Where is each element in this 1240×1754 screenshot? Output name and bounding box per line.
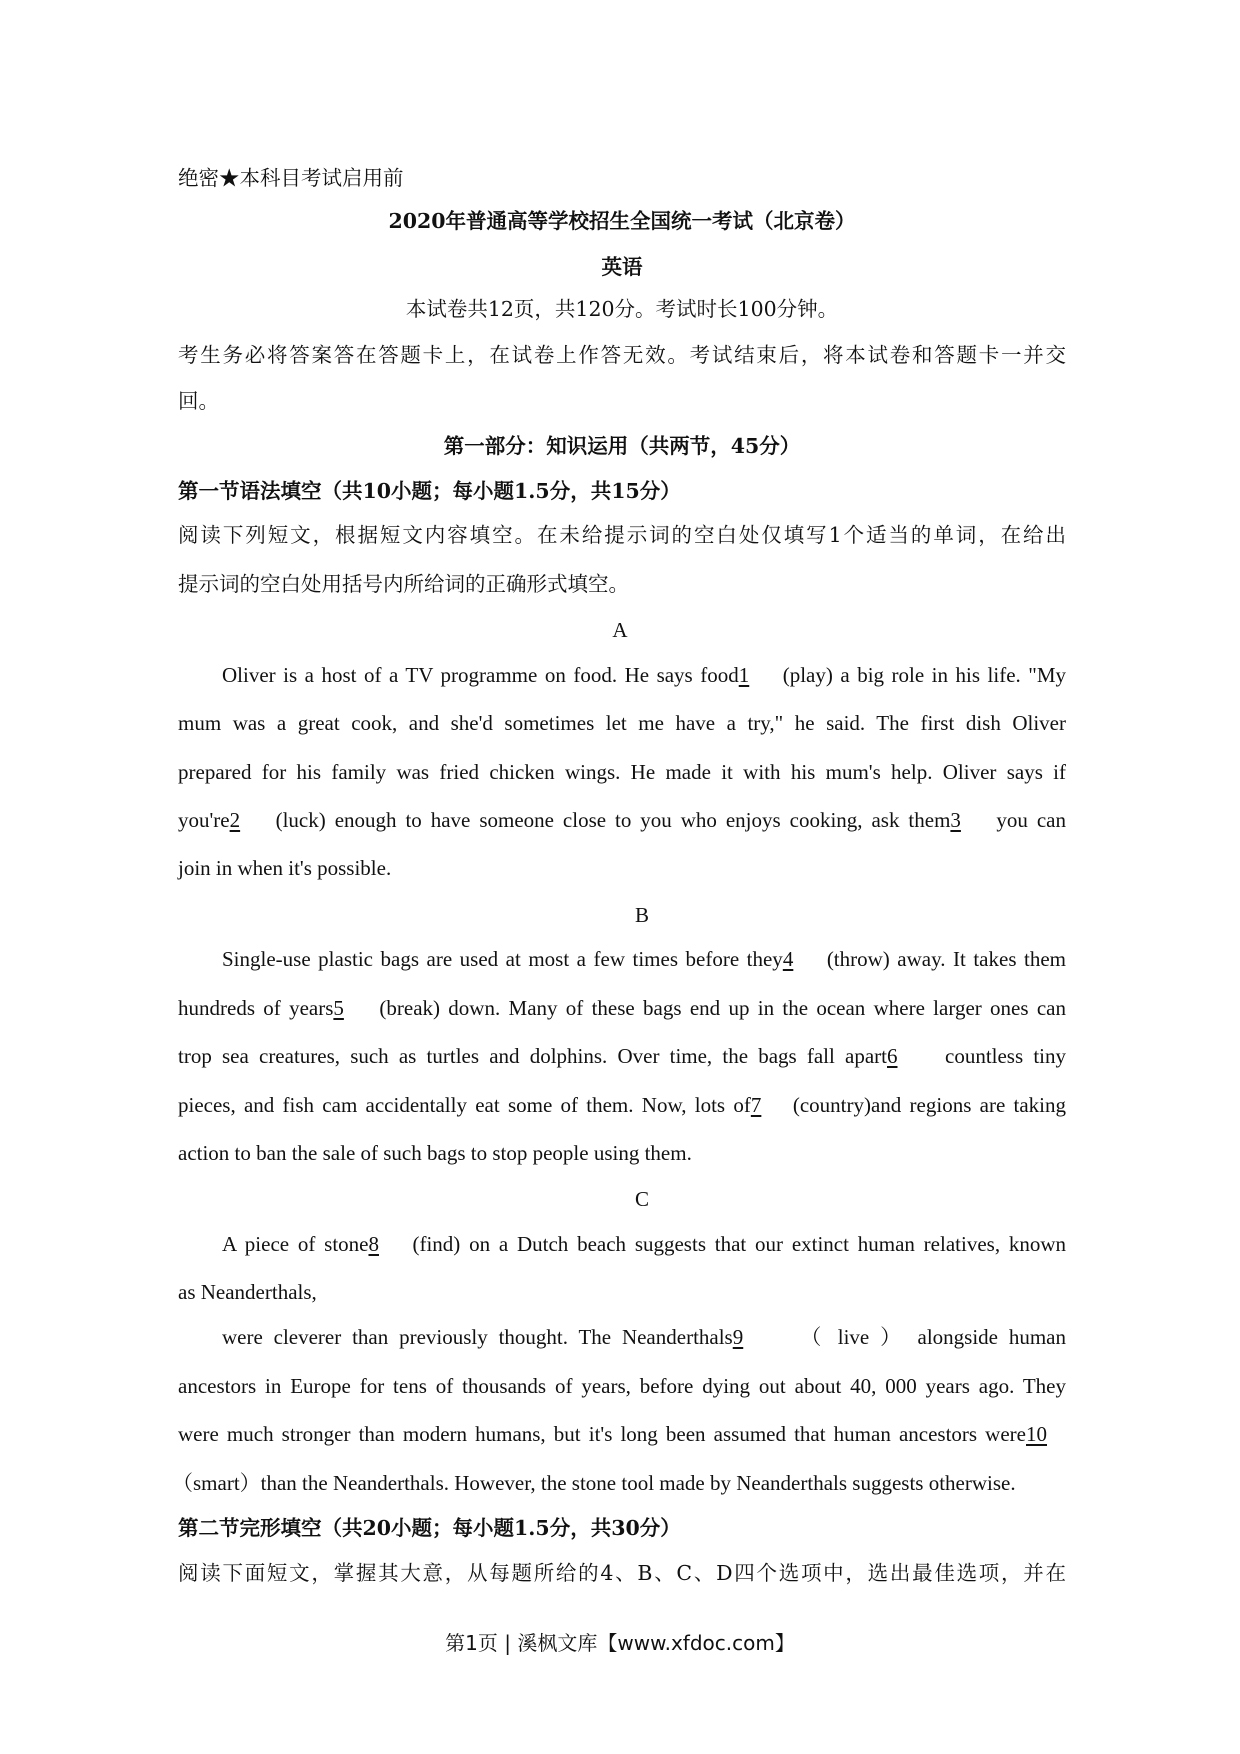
- text-run: trop sea creatures, such as turtles and dolphins. Over time, the bags fall apart: [178, 1044, 887, 1068]
- notice-line-1: 考生务必将答案答在答题卡上，在试卷上作答无效。考试结束后，将本试卷和答题卡一并交: [178, 343, 1066, 367]
- passage-b-line-3: [178, 1041, 1066, 1071]
- passage-b-line-1: [222, 944, 1066, 974]
- blank-5: 5: [333, 996, 344, 1020]
- text-run: Single-use plastic bags are used at most a few times before they: [222, 947, 783, 971]
- confidential-label: 绝密★本科目考试启用前: [178, 166, 404, 190]
- passage-b-line-4: [178, 1090, 1066, 1120]
- text-run: you can: [996, 808, 1066, 832]
- part1-title: 第一部分：知识运用（共两节，45分）: [443, 434, 801, 458]
- text-run: countless tiny: [945, 1044, 1066, 1068]
- blank-4: 4: [782, 947, 794, 971]
- text-run: (find) on a Dutch beach suggests that our extinct human relatives, known: [412, 1232, 1067, 1256]
- text-run: （ live ） alongside human: [794, 1325, 1066, 1349]
- passage-c-line-6: （smart）than the Neanderthals. However, the stone tool made by Neanderthals suggests otherwise.: [172, 1471, 1016, 1495]
- blank-1: 1: [738, 663, 750, 687]
- notice-line-2: 回。: [178, 389, 219, 413]
- passage-c-line-1: [222, 1229, 1066, 1259]
- blank-10: 10: [1026, 1422, 1047, 1446]
- passage-c-label: C: [634, 1187, 649, 1211]
- text-run: (play) a big role in his life. "My: [782, 663, 1067, 687]
- section1-instruction-2: 提示词的空白处用括号内所给词的正确形式填空。: [178, 572, 629, 596]
- text-run: you're: [178, 808, 230, 832]
- text-run: pieces, and fish cam accidentally eat some of them. Now, lots of: [178, 1093, 751, 1117]
- subject-title: 英语: [601, 255, 643, 279]
- passage-b-label: B: [634, 903, 649, 927]
- text-run: (throw) away. It takes them: [826, 947, 1067, 971]
- exam-title: 2020年普通高等学校招生全国统一考试（北京卷）: [388, 209, 856, 233]
- blank-9: 9: [732, 1325, 744, 1349]
- passage-a-line-3: prepared for his family was fried chicken wings. He made it with his mum's help. Oliver says if: [178, 760, 1066, 784]
- section1-title: 第一节语法填空（共10小题；每小题1.5分，共15分）: [178, 479, 681, 503]
- text-run: (country)and regions are taking: [792, 1093, 1067, 1117]
- passage-c-line-3: [222, 1322, 1066, 1352]
- passage-b-line-5: action to ban the sale of such bags to stop people using them.: [178, 1141, 692, 1165]
- text-run: were much stronger than modern humans, but it's long been assumed that human ancestors were: [178, 1422, 1026, 1446]
- exam-info: 本试卷共12页，共120分。考试时长100分钟。: [405, 297, 839, 321]
- passage-c-line-4: ancestors in Europe for tens of thousands of years, before dying out about 40, 000 years ago. They: [178, 1374, 1066, 1398]
- blank-6: 6: [887, 1044, 898, 1068]
- passage-a-line-5: join in when it's possible.: [178, 856, 392, 880]
- blank-3: 3: [950, 808, 961, 832]
- text-run: were cleverer than previously thought. The Neanderthals: [222, 1325, 733, 1349]
- passage-b-line-2: [178, 993, 1066, 1023]
- section2-instruction: 阅读下面短文，掌握其大意，从每题所给的4、B、C、D四个选项中，选出最佳选项，并在: [178, 1561, 1066, 1585]
- text-run: (luck) enough to have someone close to you who enjoys cooking, ask them: [275, 808, 951, 832]
- passage-a-line-2: mum was a great cook, and she'd sometimes let me have a try," he said. The first dish Oliver: [178, 711, 1066, 735]
- text-run: Oliver is a host of a TV programme on food. He says food: [222, 663, 739, 687]
- passage-a-line-1: [222, 660, 1066, 690]
- blank-8: 8: [368, 1232, 379, 1256]
- text-run: hundreds of years: [178, 996, 334, 1020]
- section2-title: 第二节完形填空（共20小题；每小题1.5分，共30分）: [178, 1516, 681, 1540]
- text-run: A piece of stone: [222, 1232, 369, 1256]
- section1-instruction-1: 阅读下列短文，根据短文内容填空。在未给提示词的空白处仅填写1个适当的单词，在给出: [178, 523, 1066, 547]
- passage-a-label: A: [612, 618, 628, 642]
- blank-7: 7: [750, 1093, 762, 1117]
- blank-2: 2: [229, 808, 241, 832]
- passage-c-line-5: [178, 1419, 1066, 1449]
- passage-a-line-4: [178, 805, 1066, 835]
- passage-c-line-2: as Neanderthals,: [178, 1280, 317, 1304]
- page-footer: 第1页 | 溪枫文库【www.xfdoc.com】: [445, 1631, 795, 1655]
- text-run: (break) down. Many of these bags end up in the ocean where larger ones can: [379, 996, 1066, 1020]
